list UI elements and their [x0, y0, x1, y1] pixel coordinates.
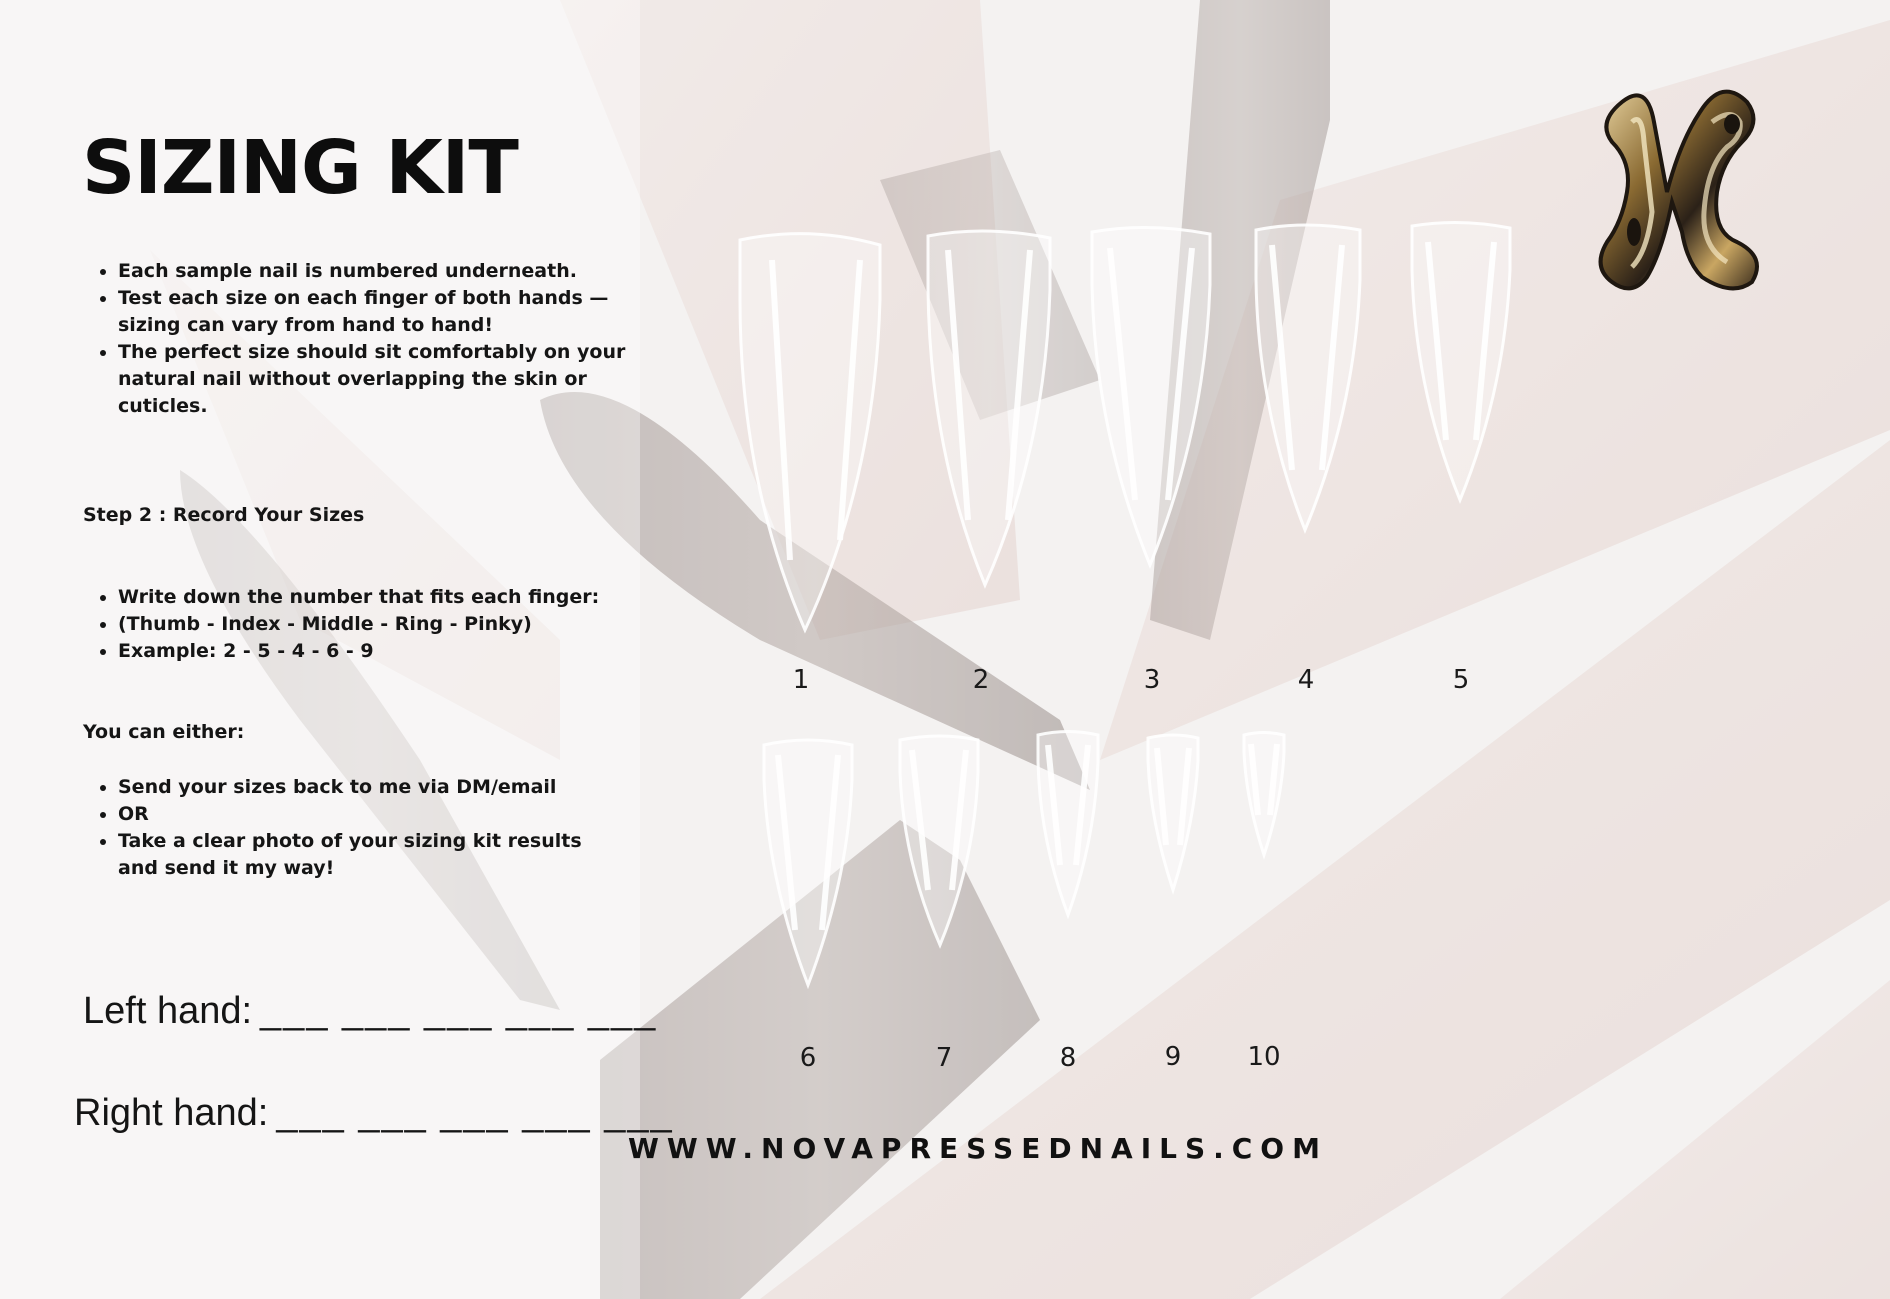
- step2-bullet-list: [82, 584, 658, 665]
- nail-number-9: 9: [1164, 1042, 1182, 1072]
- list-item: • Send your sizes back to me via DM/email: [118, 774, 618, 801]
- list-item: • OR: [118, 801, 618, 828]
- nail-number-6: 6: [799, 1043, 817, 1073]
- right-hand-field: [74, 1092, 674, 1135]
- either-bullet-list: [82, 774, 618, 882]
- nail-number-8: 8: [1059, 1043, 1077, 1073]
- nail-number-10: 10: [1247, 1042, 1281, 1072]
- nail-number-4: 4: [1297, 665, 1315, 695]
- list-item: • Take a clear photo of your sizing kit results and send it my way!: [118, 828, 618, 882]
- gold-chrome-n-logo-icon: [1592, 82, 1767, 292]
- intro-bullet-list: [82, 258, 638, 420]
- list-item: • The perfect size should sit comfortably on your natural nail without overlapping the skin or cuticles.: [118, 339, 638, 420]
- website-url: WWW.NOVAPRESSEDNAILS.COM: [628, 1132, 1328, 1165]
- right-hand-blanks: ___ ___ ___ ___ ___: [276, 1092, 674, 1134]
- left-hand-blanks: ___ ___ ___ ___ ___: [260, 990, 658, 1032]
- nail-number-3: 3: [1143, 665, 1161, 695]
- right-hand-label: Right hand:: [74, 1092, 269, 1134]
- page-title: SIZING KIT: [82, 125, 518, 211]
- list-item: • Each sample nail is numbered underneath.: [118, 258, 638, 285]
- nail-number-1: 1: [792, 665, 810, 695]
- list-item: • Write down the number that fits each finger:: [118, 584, 658, 611]
- list-item: • Example: 2 - 5 - 4 - 6 - 9: [118, 638, 658, 665]
- left-hand-field: [83, 990, 657, 1033]
- left-hand-label: Left hand:: [83, 990, 253, 1032]
- nail-number-5: 5: [1452, 665, 1470, 695]
- nail-number-2: 2: [972, 665, 990, 695]
- list-item: • Test each size on each finger of both hands — sizing can vary from hand to hand!: [118, 285, 638, 339]
- nail-number-7: 7: [935, 1043, 953, 1073]
- list-item: • (Thumb - Index - Middle - Ring - Pinky): [118, 611, 658, 638]
- step2-heading: Step 2 : Record Your Sizes: [83, 504, 365, 526]
- either-heading: You can either:: [83, 721, 245, 743]
